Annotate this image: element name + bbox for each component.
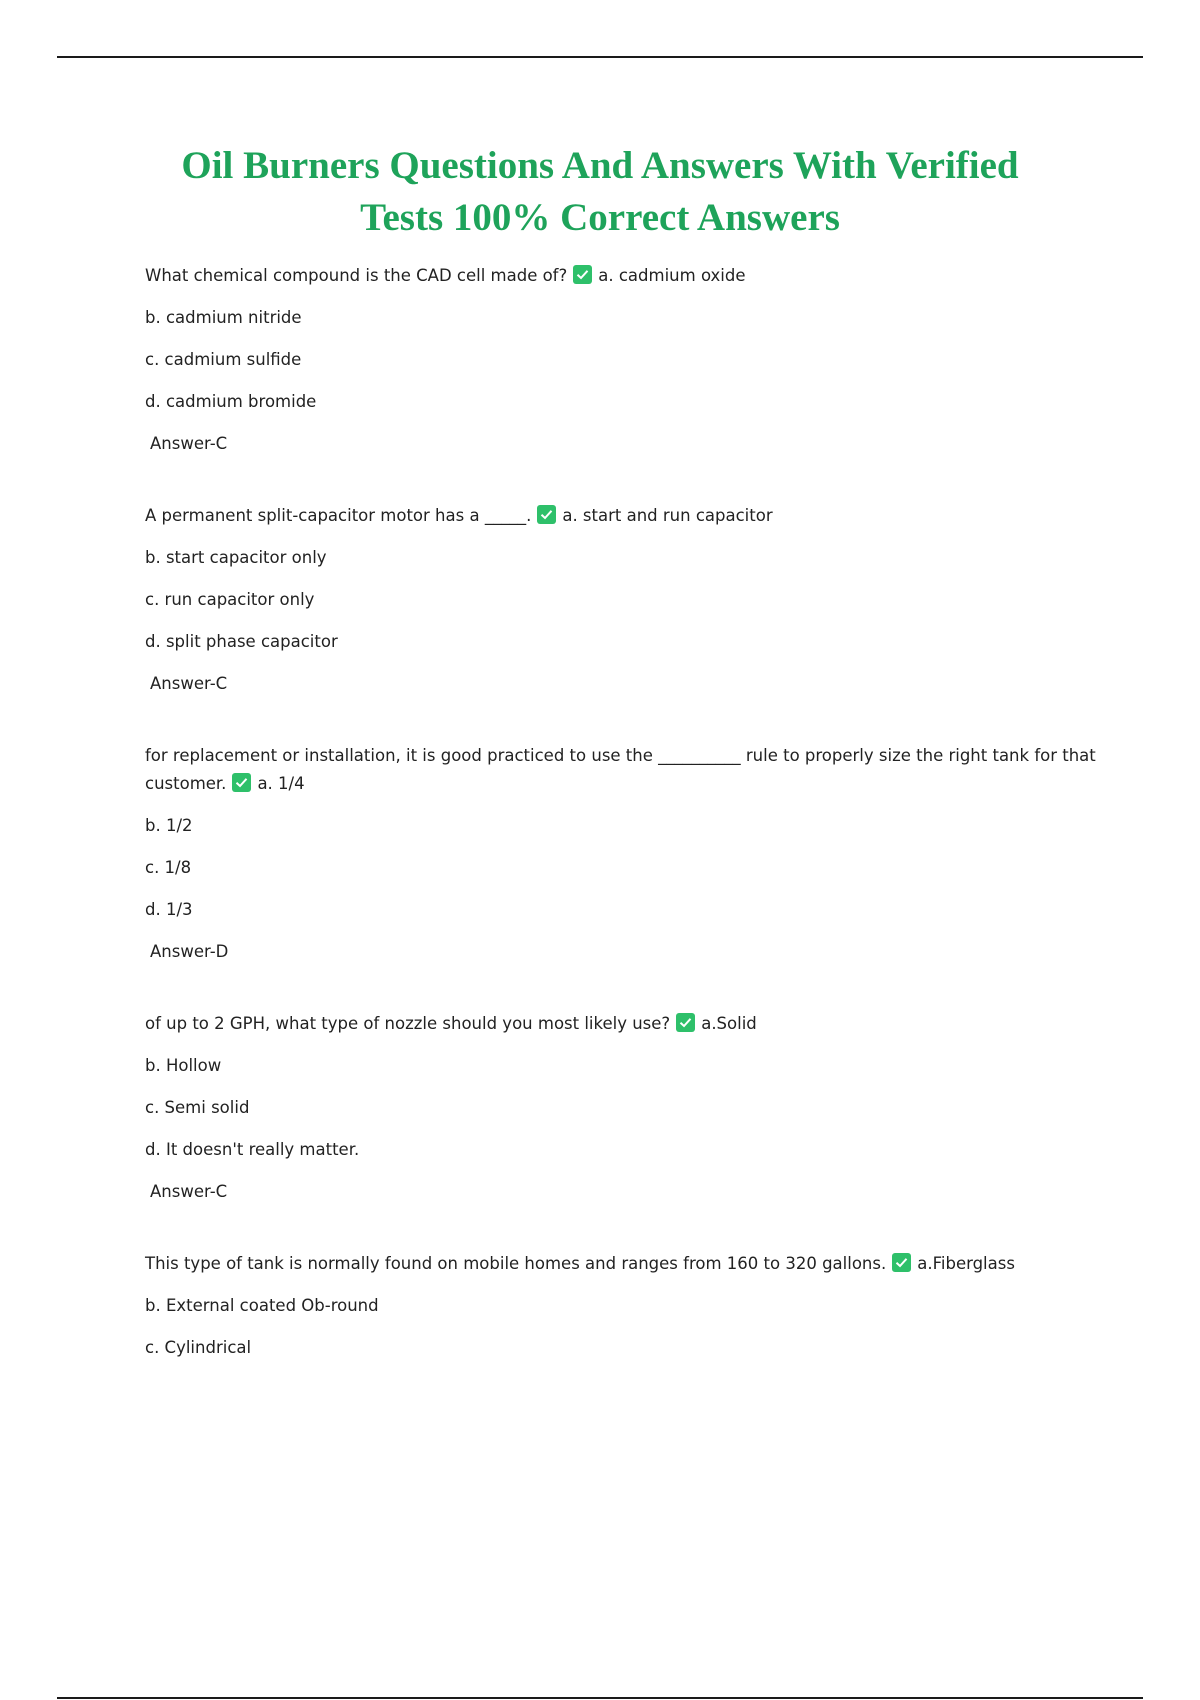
question-text: A permanent split-capacitor motor has a _____. (145, 506, 532, 525)
question-list (145, 262, 1105, 1376)
option-b: b. Hollow (145, 1056, 222, 1075)
answer-key: Answer-C (150, 674, 228, 693)
question-block (145, 262, 1105, 458)
option-a: a.Fiberglass (917, 1254, 1015, 1273)
option-b: b. External coated Ob-round (145, 1296, 379, 1315)
document-title (120, 140, 1080, 244)
answer-key: Answer-C (150, 1182, 228, 1201)
question-block (145, 742, 1105, 966)
option-d: d. 1/3 (145, 900, 193, 919)
question-text: of up to 2 GPH, what type of nozzle should you most likely use? (145, 1014, 671, 1033)
option-a: a. cadmium oxide (598, 266, 746, 285)
option-c: c. Semi solid (145, 1098, 250, 1117)
question-text: for replacement or installation, it is good practiced to use the __________ rule to properly size the right tank for that customer. (145, 746, 1096, 793)
option-c: c. run capacitor only (145, 590, 315, 609)
question-block (145, 1250, 1105, 1362)
question-block (145, 502, 1105, 698)
option-d: d. split phase capacitor (145, 632, 338, 651)
checkmark-icon (676, 1013, 695, 1032)
answer-key: Answer-C (150, 434, 228, 453)
title-line-2: Tests 100% Correct Answers (360, 196, 840, 239)
top-rule (57, 56, 1143, 58)
option-c: c. Cylindrical (145, 1338, 252, 1357)
question-line (145, 742, 1105, 798)
option-c: c. 1/8 (145, 858, 192, 877)
option-d: d. cadmium bromide (145, 392, 317, 411)
question-line (145, 262, 1105, 290)
question-text: What chemical compound is the CAD cell made of? (145, 266, 568, 285)
checkmark-icon (537, 505, 556, 524)
question-text: This type of tank is normally found on mobile homes and ranges from 160 to 320 gallons. (145, 1254, 887, 1273)
option-d: d. It doesn't really matter. (145, 1140, 360, 1159)
checkmark-icon (892, 1253, 911, 1272)
question-line (145, 1010, 1105, 1038)
title-line-1: Oil Burners Questions And Answers With Verified (181, 144, 1019, 187)
checkmark-icon (232, 773, 251, 792)
question-line (145, 1250, 1105, 1278)
option-a: a. start and run capacitor (562, 506, 773, 525)
option-b: b. cadmium nitride (145, 308, 302, 327)
option-a: a. 1/4 (257, 774, 305, 793)
option-c: c. cadmium sulfide (145, 350, 302, 369)
option-b: b. 1/2 (145, 816, 193, 835)
answer-key: Answer-D (150, 942, 229, 961)
question-line (145, 502, 1105, 530)
option-a: a.Solid (701, 1014, 757, 1033)
option-b: b. start capacitor only (145, 548, 327, 567)
bottom-rule (57, 1697, 1143, 1699)
question-block (145, 1010, 1105, 1206)
checkmark-icon (573, 265, 592, 284)
